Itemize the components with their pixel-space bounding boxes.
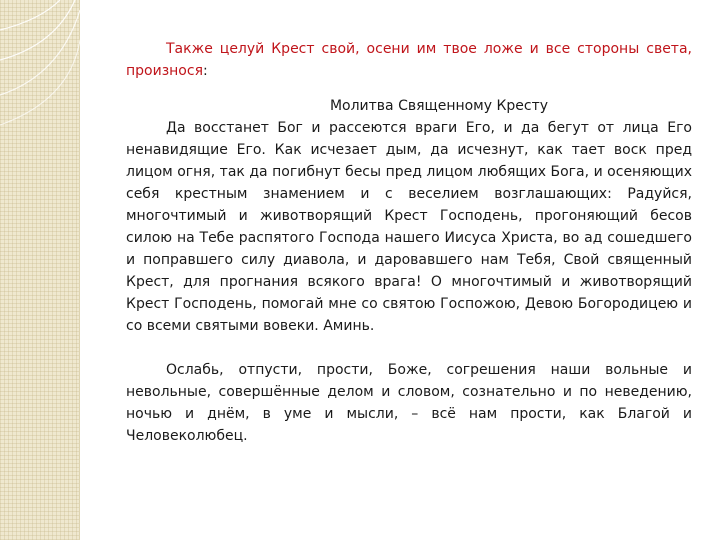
prayer-title: Молитва Священному Кресту — [329, 98, 549, 114]
prayer-paragraph: Да восстанет Бог и рассеются враги Его, и да бегут от лица Его ненавидящие Его. Как исчезает дым, да исчезнут, как тает воск пред лицом огня, так да погибнут бесы пред лицом любящих Бога, и осеняющих себя крестным знамением и с веселием возглашающих: Радуйся, многочтимый и животворящий Крест Господень, прогоняющий бесов силою на Тебе распятого Господа нашего Иисуса Христа, во ад сошедшего и поправшего силу диавола, и даровавшего нам Тебя, Свой священный Крест, для прогнания всякого врага! О многочтимый и животворящий Крест Господень, помогай мне со святою Госпожою, Девою Богородицею и со всеми святыми вовеки. Аминь. — [126, 120, 692, 334]
intro-instruction — [126, 38, 692, 82]
intro-text: Также целуй Крест свой, осени им твое ложе и все стороны света, произнося — [126, 41, 692, 79]
decorative-curves-icon — [0, 0, 80, 130]
document-body — [126, 38, 692, 447]
closing-paragraph: Ослабь, отпусти, прости, Боже, согрешения наши вольные и невольные, совершённые делом и словом, сознательно и по неведению, ночью и днём, в уме и мысли, – всё нам прости, как Благой и Человеколюбец. — [126, 362, 692, 444]
intro-colon: : — [203, 63, 208, 79]
